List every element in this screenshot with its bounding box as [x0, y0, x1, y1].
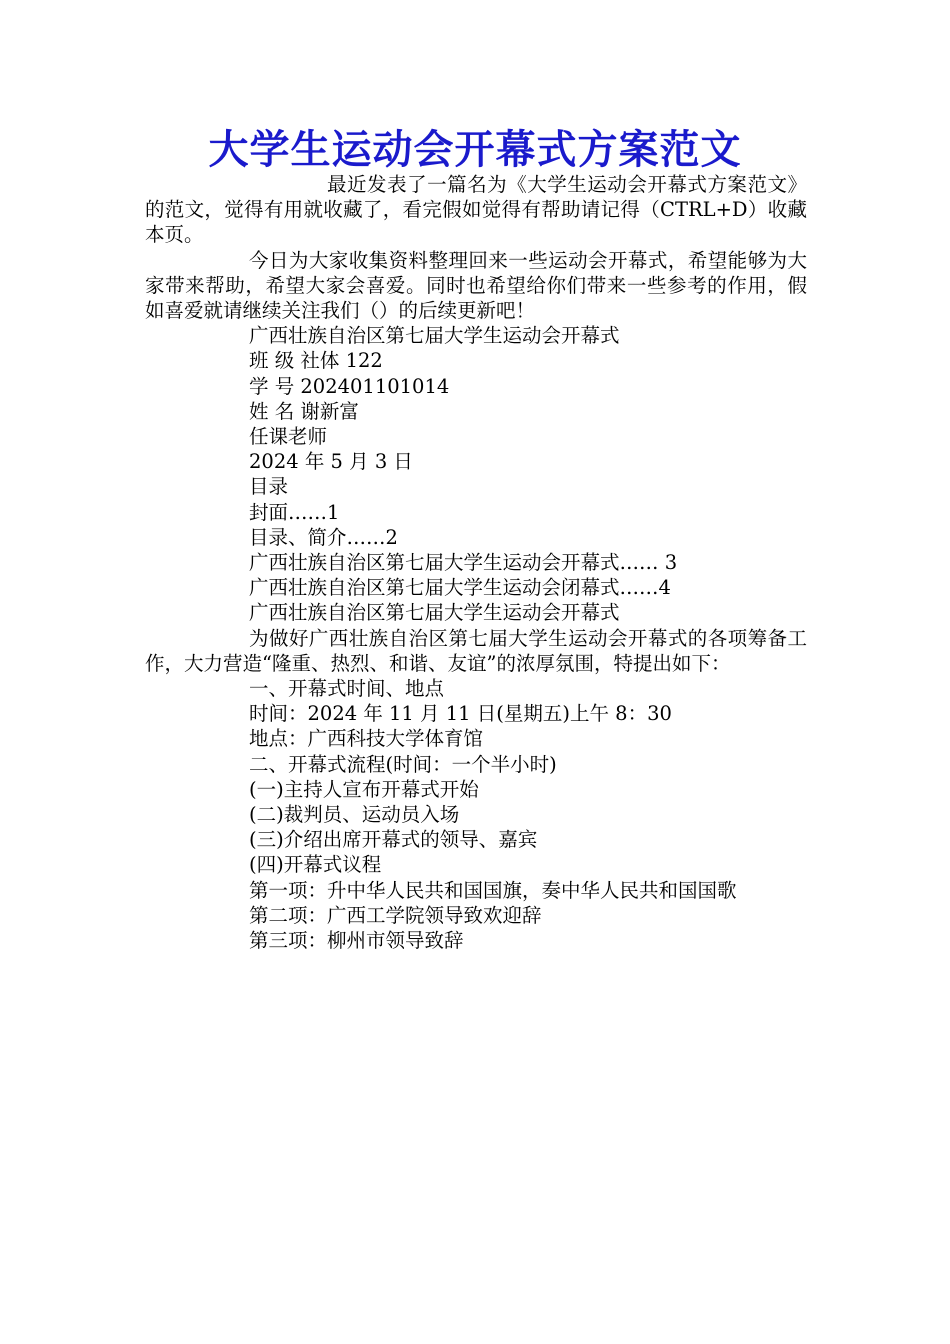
step-line: (三)介绍出席开幕式的领导、嘉宾	[249, 828, 538, 852]
student-id-line: 学 号 202401101014	[249, 374, 450, 398]
agenda-item: 第一项：升中华人民共和国国旗，奏中华人民共和国国歌	[249, 878, 737, 902]
toc-item: 目录、简介……2	[249, 525, 398, 549]
place-line: 地点：广西科技大学体育馆	[249, 727, 484, 751]
agenda-item: 第二项：广西工学院领导致欢迎辞	[249, 903, 542, 927]
agenda-item: 第三项：柳州市领导致辞	[249, 929, 464, 953]
date-line: 2024 年 5 月 3 日	[249, 450, 413, 474]
step-line: (一)主持人宣布开幕式开始	[249, 777, 479, 801]
toc-heading: 目录	[249, 475, 289, 499]
class-line: 班 级 社体 122	[249, 349, 383, 373]
toc-item: 广西壮族自治区第七届大学生运动会闭幕式……4	[249, 576, 671, 600]
section-heading: 广西壮族自治区第七届大学生运动会开幕式	[249, 601, 620, 625]
part2-heading: 二、开幕式流程(时间：一个半小时)	[249, 752, 557, 776]
document-body	[145, 172, 807, 953]
intro-paragraph: 今日为大家收集资料整理回来一些运动会开幕式，希望能够为大家带来帮助，希望大家会喜爱。同时也希望给你们带来一些参考的作用，假如喜爱就请继续关注我们（）的后续更新吧！	[145, 248, 807, 323]
time-line: 时间：2024 年 11 月 11 日(星期五)上午 8：30	[249, 702, 672, 726]
cover-heading: 广西壮族自治区第七届大学生运动会开幕式	[249, 324, 620, 348]
step-line: (二)裁判员、运动员入场	[249, 803, 460, 827]
part1-heading: 一、开幕式时间、地点	[249, 677, 445, 701]
name-line: 姓 名 谢新富	[249, 399, 359, 423]
toc-item: 广西壮族自治区第七届大学生运动会开幕式…… 3	[249, 551, 678, 575]
intro-paragraph: 最近发表了一篇名为《大学生运动会开幕式方案范文》的范文，觉得有用就收藏了，看完假如觉得有帮助请记得（CTRL+D）收藏本页。	[145, 173, 807, 247]
teacher-line: 任课老师	[249, 425, 328, 449]
step-line: (四)开幕式议程	[249, 853, 382, 877]
document-title: 大学生运动会开幕式方案范文	[208, 126, 742, 173]
purpose-paragraph: 为做好广西壮族自治区第七届大学生运动会开幕式的各项筹备工作，大力营造“隆重、热烈、和谐、友谊”的浓厚氛围，特提出如下：	[145, 626, 807, 675]
toc-item: 封面……1	[249, 500, 340, 524]
